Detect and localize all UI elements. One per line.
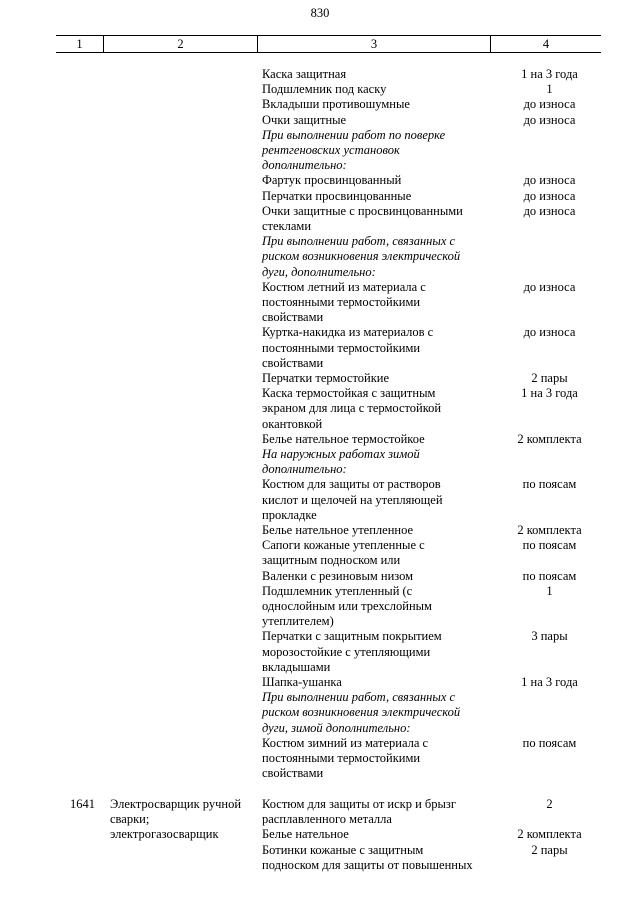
item-name: Белье нательное утепленное bbox=[262, 523, 414, 537]
item-name: Сапоги кожаные утепленные с защитным подноском или bbox=[262, 538, 425, 568]
header-col-4: 4 bbox=[542, 37, 550, 51]
item-norm: по поясам bbox=[522, 538, 577, 553]
item-norm: 1 на 3 года bbox=[521, 675, 578, 689]
item-name: Перчатки просвинцованные bbox=[262, 188, 412, 203]
item-name: Костюм зимний из материала с постоянными термостойкими свойствами bbox=[262, 735, 429, 781]
item-norm: до износа bbox=[523, 203, 576, 218]
item-name: Шапка-ушанка bbox=[262, 675, 342, 689]
item-name: Костюм для защиты от растворов кислот и щелочей на утепляющей прокладке bbox=[262, 477, 443, 522]
table-header bbox=[56, 35, 601, 53]
item-norm: до износа bbox=[523, 325, 576, 340]
item-name: Очки защитные bbox=[262, 112, 347, 127]
item-norm: по поясам bbox=[522, 477, 577, 492]
item-norm: 1 bbox=[546, 82, 553, 97]
item-name: Костюм для защиты от искр и брызг расплавленного металла bbox=[262, 797, 457, 827]
page-number: 830 bbox=[310, 6, 330, 20]
condition-heading: На наружных работах зимой дополнительно: bbox=[262, 447, 420, 477]
item-norm: 1 на 3 года bbox=[521, 386, 578, 401]
item-name: Перчатки термостойкие bbox=[262, 371, 390, 385]
item-name: Каска термостойкая с защитным экраном для лица с термостойкой окантовкой bbox=[262, 386, 442, 431]
header-col-3: 3 bbox=[370, 37, 378, 51]
item-norm: по поясам bbox=[522, 568, 577, 583]
item-name: Белье нательное термостойкое bbox=[262, 431, 425, 446]
item-name: Каска защитная bbox=[262, 67, 347, 81]
condition-heading: При выполнении работ по поверке рентгеновских установок дополнительно: bbox=[262, 127, 446, 173]
item-name: Подшлемник утепленный (с однослойным или трехслойным утеплителем) bbox=[262, 583, 432, 629]
entry-number: 1641 bbox=[70, 797, 95, 811]
item-norm: 2 пары bbox=[531, 842, 568, 857]
item-norm: 2 комплекта bbox=[517, 523, 582, 537]
item-name: Куртка-накидка из материалов с постоянными термостойкими свойствами bbox=[262, 325, 434, 370]
item-name: Перчатки с защитным покрытием морозостойкие с утепляющими вкладышами bbox=[262, 629, 442, 674]
item-norm: до износа bbox=[523, 97, 576, 112]
item-norm: до износа bbox=[523, 112, 576, 127]
item-name: Ботинки кожаные с защитным подноском для защиты от повышенных bbox=[262, 842, 473, 872]
item-norm: до износа bbox=[523, 279, 576, 294]
item-norm: 3 пары bbox=[531, 629, 568, 644]
condition-heading: При выполнении работ, связанных с риском возникновения электрической дуги, зимой дополнительно: bbox=[262, 690, 461, 735]
item-name: Белье нательное bbox=[262, 827, 349, 842]
condition-heading: При выполнении работ, связанных с риском возникновения электрической дуги, дополнительно: bbox=[262, 234, 461, 279]
item-norm: по поясам bbox=[522, 735, 577, 750]
item-norm: 2 комплекта bbox=[517, 431, 582, 446]
item-norm: до износа bbox=[523, 188, 576, 203]
item-norm: до износа bbox=[523, 173, 576, 188]
item-name: Подшлемник под каску bbox=[262, 82, 387, 97]
item-norm: 2 комплекта bbox=[517, 827, 582, 842]
item-name: Очки защитные с просвинцованными стеклами bbox=[262, 203, 463, 233]
item-name: Вкладыши противошумные bbox=[262, 97, 410, 112]
item-norm: 1 на 3 года bbox=[521, 67, 578, 81]
header-col-2: 2 bbox=[177, 37, 184, 51]
item-name: Костюм летний из материала с постоянными термостойкими свойствами bbox=[262, 279, 426, 325]
item-norm: 2 пары bbox=[531, 371, 568, 385]
item-name: Фартук просвинцованный bbox=[262, 173, 402, 188]
item-norm: 2 bbox=[546, 797, 553, 811]
item-norm: 1 bbox=[546, 583, 553, 598]
header-col-1: 1 bbox=[76, 37, 83, 51]
item-name: Валенки с резиновым низом bbox=[262, 568, 414, 583]
profession-name: Электросварщик ручной сварки; электрогазосварщик bbox=[110, 797, 242, 842]
